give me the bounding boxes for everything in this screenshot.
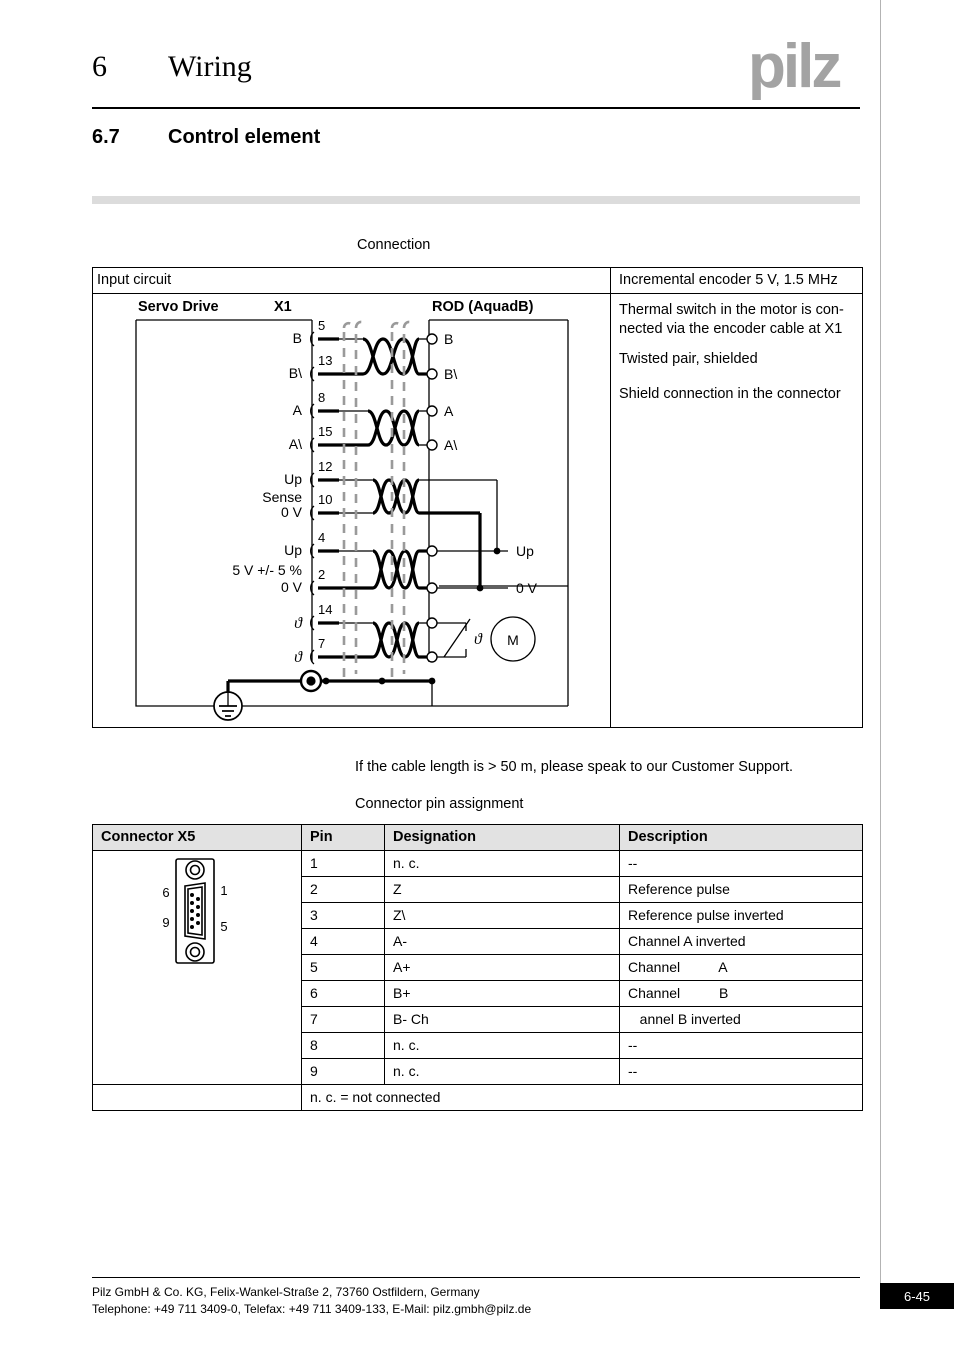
pin-number-14: 14 [318, 602, 333, 617]
page-title: Control element [168, 126, 321, 148]
rod-label-0V: 0 V [516, 580, 538, 596]
thermal-switch-note-line1: Thermal switch in the motor is con- [619, 302, 844, 318]
cell-description: Reference pulse [620, 877, 863, 903]
cell-pin: 2 [302, 877, 385, 903]
footer-rule [92, 1277, 860, 1278]
thermal-switch-note-line2: nected via the encoder cable at X1 [619, 321, 843, 337]
chapter-title: Wiring [168, 50, 252, 83]
footer-address [92, 1284, 531, 1317]
pin-number-8: 8 [318, 390, 326, 405]
pin-number-2: 2 [318, 567, 326, 582]
cell-designation: B- Ch [385, 1007, 620, 1033]
servo-drive-title: Servo Drive [138, 299, 219, 315]
pin-label-Binv: B\ [288, 365, 302, 381]
footer-line-2: Telephone: +49 711 3409-0, Telefax: +49 711 3409-133, E-Mail: pilz.gmbh@pilz.de [92, 1301, 532, 1316]
table-footnote-row [93, 1085, 863, 1111]
twisted-pair-coil-A [368, 411, 419, 445]
cell-designation: n. c. [385, 1059, 620, 1085]
incremental-encoder-label: Incremental encoder 5 V, 1.5 MHz [619, 272, 838, 288]
chapter-number: 6 [92, 50, 107, 83]
rod-label-Ainv: A\ [444, 437, 458, 453]
pin-number-15: 15 [318, 424, 333, 439]
sense-label: Sense [262, 489, 302, 505]
input-circuit-label: Input circuit [97, 272, 172, 288]
cell-designation: Z [385, 877, 620, 903]
wiring-schematic [92, 294, 610, 728]
cell-description: -- [620, 1033, 863, 1059]
cell-designation: A+ [385, 955, 620, 981]
pin-number-12: 12 [318, 459, 333, 474]
twisted-pair-coil-sense [373, 480, 419, 513]
cell-pin: 7 [302, 1007, 385, 1033]
supply-voltage-label: 5 V +/- 5 % [232, 562, 302, 578]
svg-text:ϑ: ϑ [474, 631, 482, 648]
pin-label-theta-7: ϑ [294, 649, 302, 666]
cell-description: annel B inverted [620, 1007, 863, 1033]
cell-pin: 6 [302, 981, 385, 1007]
cell-designation: Z\ [385, 903, 620, 929]
dsub-label-9: 9 [162, 915, 170, 930]
cell-pin: 3 [302, 903, 385, 929]
cell-designation: n. c. [385, 851, 620, 877]
dsub-connector-drawing [101, 855, 293, 967]
dsub-connector-cell [93, 851, 302, 1085]
pin-label-A: A [292, 402, 302, 418]
right-margin-rule [880, 0, 881, 1290]
pin-assignment-caption: Connector pin assignment [355, 796, 524, 812]
pin-label-0V-supply: 0 V [280, 579, 302, 595]
cell-designation: n. c. [385, 1033, 620, 1059]
shield-connection-note: Shield connection in the connector [619, 386, 841, 402]
cell-description: -- [620, 1059, 863, 1085]
column-header-designation: Designation [385, 825, 620, 851]
pin-label-Up-sense: Up [284, 471, 302, 487]
rod-label-Up: Up [516, 543, 534, 559]
pin-number-5: 5 [318, 318, 326, 333]
cell-pin: 9 [302, 1059, 385, 1085]
pin-label-B: B [292, 330, 302, 346]
pin-label-0V-sense: 0 V [280, 504, 302, 520]
page-number-badge: 6-45 [880, 1283, 954, 1309]
cell-description: Channel A inverted [620, 929, 863, 955]
cell-designation: A- [385, 929, 620, 955]
section-number: 6.7 [92, 126, 120, 148]
cell-pin: 8 [302, 1033, 385, 1059]
cell-pin: 4 [302, 929, 385, 955]
header-rule [92, 107, 860, 109]
dsub-label-1: 1 [220, 883, 228, 898]
table-row [93, 851, 863, 877]
motor-symbol [491, 617, 535, 661]
rod-title: ROD (AquadB) [432, 299, 534, 315]
column-header-connector: Connector X5 [93, 825, 302, 851]
shield-connection-point [301, 671, 321, 691]
cell-description: Channel B [620, 981, 863, 1007]
pilz-logo: pilz [748, 32, 840, 101]
connector-pin-table [92, 824, 863, 1111]
pin-label-Ainv: A\ [288, 436, 302, 452]
column-header-description: Description [620, 825, 863, 851]
dsub-label-5: 5 [220, 919, 228, 934]
twisted-pair-note: Twisted pair, shielded [619, 351, 758, 367]
connection-table-vertical-divider [610, 267, 611, 728]
cell-pin: 1 [302, 851, 385, 877]
x1-title: X1 [274, 299, 292, 315]
twisted-pair-coil-supply [373, 551, 419, 588]
cell-description: Reference pulse inverted [620, 903, 863, 929]
pin-number-10: 10 [318, 492, 333, 507]
pin-number-7: 7 [318, 636, 326, 651]
pin-number-4: 4 [318, 530, 326, 545]
footer-line-1: Pilz GmbH & Co. KG, Felix-Wankel-Straße 2, 73760 Ostfildern, Germany [92, 1285, 480, 1299]
connection-table-right-header-rule [610, 293, 863, 294]
rod-label-B: B [444, 331, 454, 347]
cell-pin: 5 [302, 955, 385, 981]
cable-length-note: If the cable length is > 50 m, please speak to our Customer Support. [355, 759, 794, 775]
section-divider-bar [92, 196, 860, 204]
rod-label-Binv: B\ [444, 366, 458, 382]
table-header-row [93, 825, 863, 851]
pin-number-13: 13 [318, 353, 333, 368]
table-footnote: n. c. = not connected [302, 1085, 863, 1111]
thermal-switch-symbol [437, 619, 483, 657]
earth-ground-symbol [214, 692, 242, 720]
motor-label: M [507, 632, 519, 648]
connection-caption: Connection [357, 237, 431, 253]
rod-label-A: A [444, 403, 454, 419]
dsub-label-6: 6 [162, 885, 170, 900]
twisted-pair-coil-thermal [373, 623, 419, 657]
pin-label-theta-14: ϑ [294, 615, 302, 632]
cell-description: -- [620, 851, 863, 877]
footnote-spacer [93, 1085, 302, 1111]
pin-label-Up-supply: Up [284, 542, 302, 558]
column-header-pin: Pin [302, 825, 385, 851]
cell-description: Channel A [620, 955, 863, 981]
cell-designation: B+ [385, 981, 620, 1007]
